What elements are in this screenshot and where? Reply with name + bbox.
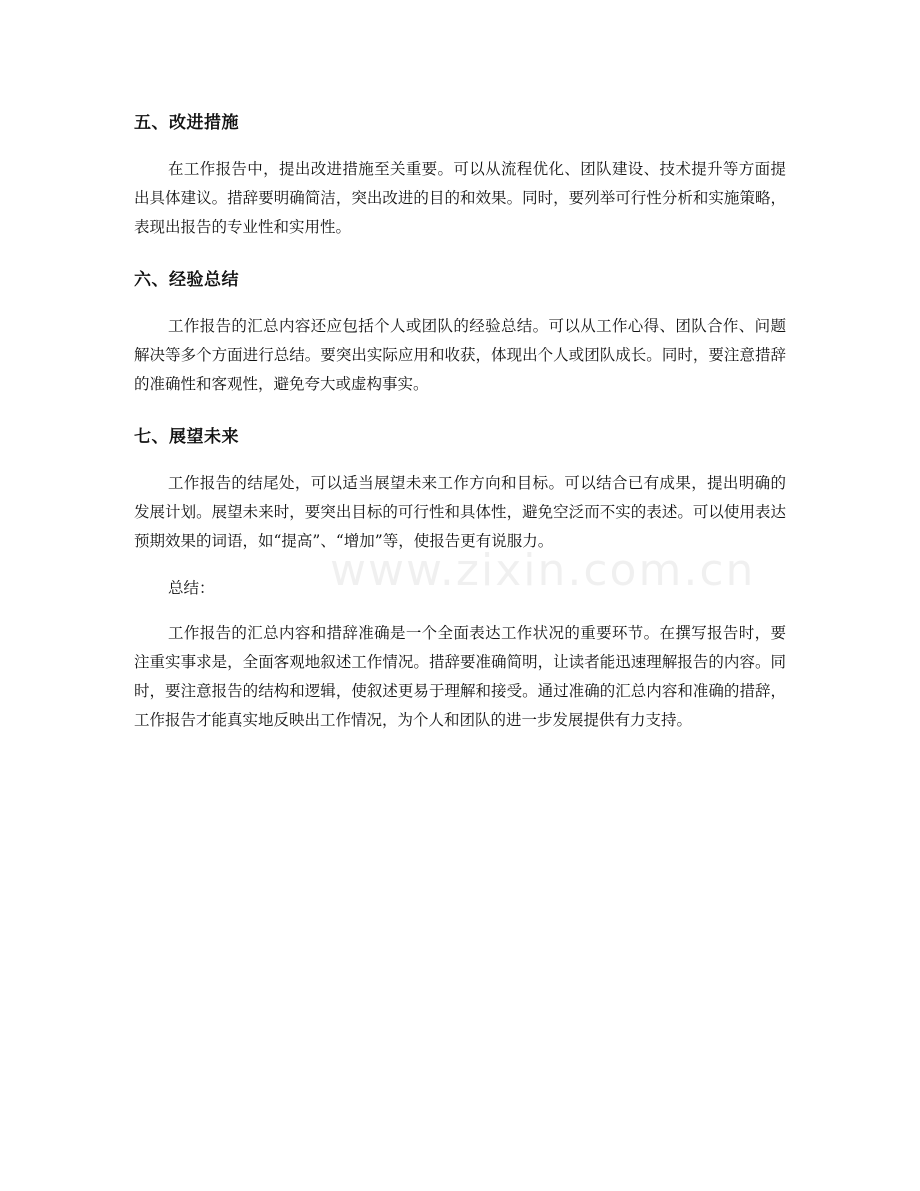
section-heading-outlook: 七、展望未来 [134, 427, 239, 447]
section-paragraph-outlook: 工作报告的结尾处，可以适当展望未来工作方向和目标。可以结合已有成果，提出明确的发展计划。展望未来时，要突出目标的可行性和具体性，避免空泛而不实的表述。可以使用表达预期效果的词语，如“提高”、“增加”等，使报告更有说服力。 [134, 474, 786, 550]
section-heading-improvement: 五、改进措施 [134, 113, 239, 133]
section-paragraph-improvement: 在工作报告中，提出改进措施至关重要。可以从流程优化、团队建设、技术提升等方面提出具体建议。措辞要明确简洁，突出改进的目的和效果。同时，要列举可行性分析和实施策略，表现出报告的专业性和实用性。 [134, 160, 786, 236]
document-body [134, 103, 786, 753]
section-paragraph-experience: 工作报告的汇总内容还应包括个人或团队的经验总结。可以从工作心得、团队合作、问题解决等多个方面进行总结。要突出实际应用和收获，体现出个人或团队成长。同时，要注意措辞的准确性和客观性，避免夸大或虚构事实。 [134, 317, 786, 393]
watermark-text: www.zixin.com.cn [330, 545, 756, 596]
summary-paragraph: 工作报告的汇总内容和措辞准确是一个全面表达工作状况的重要环节。在撰写报告时，要注重实事求是，全面客观地叙述工作情况。措辞要准确简明，让读者能迅速理解报告的内容。同时，要注意报告的结构和逻辑，使叙述更易于理解和接受。通过准确的汇总内容和准确的措辞，工作报告才能真实地反映出工作情况，为个人和团队的进一步发展提供有力支持。 [134, 624, 786, 729]
section-heading-experience: 六、经验总结 [134, 270, 239, 290]
summary-label: 总结： [168, 579, 215, 597]
